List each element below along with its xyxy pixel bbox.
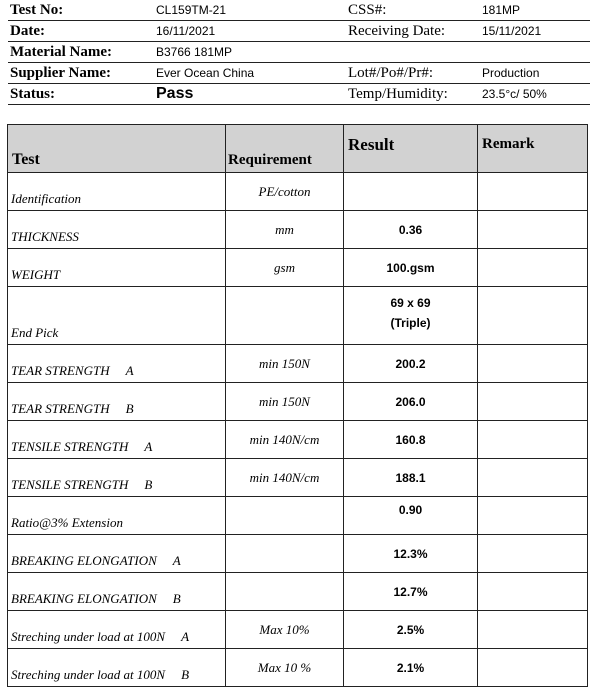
result-cell: 200.2	[344, 345, 478, 383]
header-row-material	[8, 42, 590, 63]
test-no-value: CL159TM-21	[156, 3, 227, 17]
test-name: BREAKING ELONGATION	[11, 591, 157, 606]
lot-value: Production	[482, 66, 540, 80]
lot-label: Lot#/Po#/Pr#:	[348, 65, 434, 81]
header-row-date	[8, 21, 590, 42]
remark-cell	[478, 535, 588, 573]
test-cell	[8, 459, 226, 497]
table-row	[8, 611, 588, 649]
requirement-cell: min 150N	[226, 345, 344, 383]
test-cell	[8, 249, 226, 287]
requirement-cell: PE/cotton	[226, 173, 344, 211]
table-header-row	[8, 125, 588, 173]
test-suffix: A	[181, 629, 190, 644]
receiving-date-label: Receiving Date:	[348, 23, 446, 39]
test-cell	[8, 421, 226, 459]
remark-cell	[478, 611, 588, 649]
status-label: Status:	[10, 86, 56, 102]
table-row	[8, 287, 588, 345]
temp-humidity-value: 23.5°c/ 50%	[482, 87, 547, 101]
table-row	[8, 421, 588, 459]
requirement-cell	[226, 535, 344, 573]
receiving-date-value: 15/11/2021	[482, 24, 542, 38]
temp-humidity-label: Temp/Humidity:	[348, 86, 448, 102]
requirement-cell: min 150N	[226, 383, 344, 421]
remark-cell	[478, 649, 588, 687]
result-cell: 2.1%	[344, 649, 478, 687]
test-name: Streching under load at 100N	[11, 629, 166, 644]
test-name: THICKNESS	[11, 229, 79, 244]
test-name: TENSILE STRENGTH	[11, 439, 129, 454]
requirement-cell	[226, 287, 344, 345]
test-cell	[8, 173, 226, 211]
column-header-result: Result	[344, 125, 478, 173]
test-name: Identification	[11, 191, 82, 206]
test-name: Streching under load at 100N	[11, 667, 166, 682]
test-name: TENSILE STRENGTH	[11, 477, 129, 492]
result-cell: 12.3%	[344, 535, 478, 573]
table-row	[8, 211, 588, 249]
test-name: WEIGHT	[11, 267, 61, 282]
table-row	[8, 345, 588, 383]
remark-cell	[478, 497, 588, 535]
supplier-name-value: Ever Ocean China	[156, 66, 255, 80]
result-cell: 12.7%	[344, 573, 478, 611]
result-cell	[344, 287, 478, 345]
test-cell	[8, 287, 226, 345]
result-cell: 0.36	[344, 211, 478, 249]
remark-cell	[478, 383, 588, 421]
test-results-table	[7, 124, 588, 687]
remark-cell	[478, 459, 588, 497]
test-cell	[8, 649, 226, 687]
status-value: Pass	[156, 85, 194, 102]
requirement-cell	[226, 497, 344, 535]
column-header-test: Test	[8, 125, 226, 173]
test-name: TEAR STRENGTH	[11, 401, 110, 416]
result-cell: 160.8	[344, 421, 478, 459]
test-cell	[8, 345, 226, 383]
requirement-cell: Max 10 %	[226, 649, 344, 687]
test-suffix: A	[144, 439, 153, 454]
remark-cell	[478, 173, 588, 211]
test-suffix: A	[172, 553, 181, 568]
result-cell: 206.0	[344, 383, 478, 421]
remark-cell	[478, 421, 588, 459]
test-name: BREAKING ELONGATION	[11, 553, 157, 568]
requirement-cell: min 140N/cm	[226, 421, 344, 459]
test-cell	[8, 211, 226, 249]
result-line-1: 69 x 69	[390, 296, 431, 310]
test-cell	[8, 611, 226, 649]
result-cell	[344, 173, 478, 211]
css-label: CSS#:	[348, 2, 387, 18]
table-row	[8, 383, 588, 421]
result-line-2: (Triple)	[390, 316, 431, 330]
material-name-value: B3766 181MP	[156, 45, 233, 59]
test-suffix: B	[181, 667, 190, 682]
material-name-label: Material Name:	[10, 44, 113, 60]
result-cell: 100.gsm	[344, 249, 478, 287]
remark-cell	[478, 345, 588, 383]
supplier-name-label: Supplier Name:	[10, 65, 111, 81]
report-header	[8, 0, 590, 105]
result-cell: 188.1	[344, 459, 478, 497]
css-value: 181MP	[482, 3, 521, 17]
test-cell	[8, 383, 226, 421]
table-row	[8, 173, 588, 211]
table-row	[8, 497, 588, 535]
test-cell	[8, 497, 226, 535]
remark-cell	[478, 573, 588, 611]
header-row-status	[8, 84, 590, 105]
test-name: TEAR STRENGTH	[11, 363, 110, 378]
table-row	[8, 459, 588, 497]
requirement-cell: min 140N/cm	[226, 459, 344, 497]
table-row	[8, 573, 588, 611]
table-row	[8, 649, 588, 687]
test-cell	[8, 573, 226, 611]
table-row	[8, 249, 588, 287]
test-suffix: B	[172, 591, 181, 606]
test-suffix: B	[144, 477, 153, 492]
result-cell: 0.90	[344, 497, 478, 535]
requirement-cell	[226, 573, 344, 611]
remark-cell	[478, 211, 588, 249]
test-name: End Pick	[11, 325, 59, 340]
test-cell	[8, 535, 226, 573]
remark-cell	[478, 287, 588, 345]
test-suffix: B	[125, 401, 134, 416]
test-no-label: Test No:	[10, 2, 64, 18]
requirement-cell: Max 10%	[226, 611, 344, 649]
date-value: 16/11/2021	[156, 24, 216, 38]
header-row-test-no	[8, 0, 590, 21]
column-header-requirement: Requirement	[226, 125, 344, 173]
date-label: Date:	[10, 23, 45, 39]
result-cell: 2.5%	[344, 611, 478, 649]
header-row-supplier	[8, 63, 590, 84]
requirement-cell: gsm	[226, 249, 344, 287]
remark-cell	[478, 249, 588, 287]
requirement-cell: mm	[226, 211, 344, 249]
column-header-remark: Remark	[478, 125, 588, 173]
test-suffix: A	[125, 363, 134, 378]
table-row	[8, 535, 588, 573]
test-name: Ratio@3% Extension	[11, 515, 123, 530]
